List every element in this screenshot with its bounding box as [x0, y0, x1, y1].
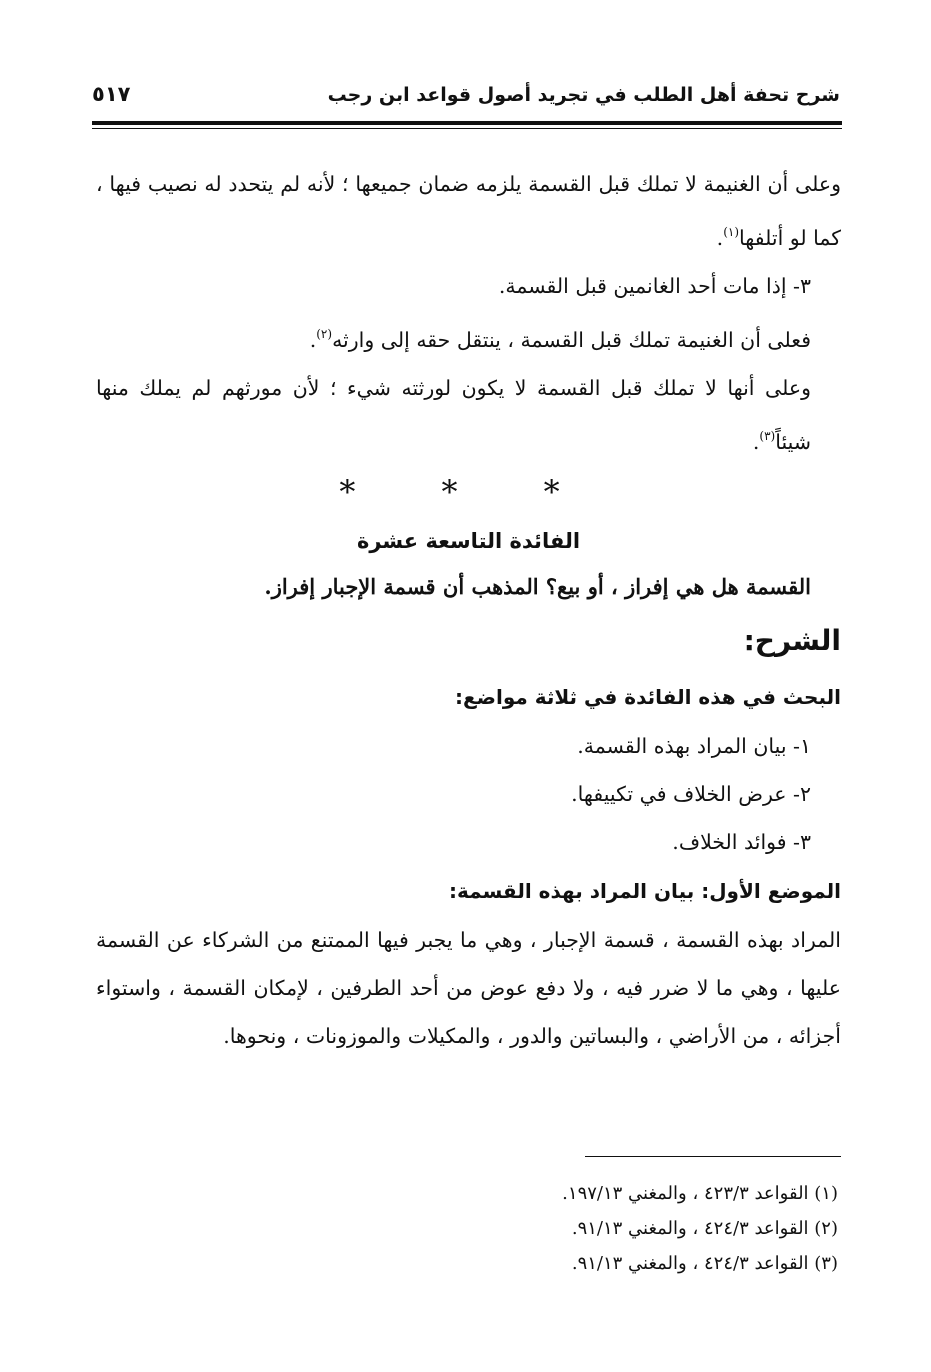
footnote-ref[interactable]: (٢): [316, 327, 333, 341]
section-title: الفائدة التاسعة عشرة: [356, 529, 581, 553]
page-number: ٥١٧: [92, 82, 131, 106]
footnote-separator: [585, 1156, 841, 1157]
paragraph-text: وعلى أن الغنيمة لا تملك قبل القسمة يلزمه ضمان جميعها ؛ لأنه لم يتحدد له نصيب فيها ، كما لو أتلفها: [96, 172, 841, 250]
paragraph-text: فعلى أن الغنيمة تملك قبل القسمة ، ينتقل حقه إلى وارثه: [332, 328, 811, 352]
paragraph-text: وعلى أنها لا تملك قبل القسمة لا يكون لورثته شيء ؛ لأن مورثهم لم يملك منها شيئاً: [96, 376, 811, 454]
footnote: (٣) القواعد ٤٢٤/٣ ، والمغني ٩١/١٣.: [571, 1253, 838, 1274]
footnotes: [96, 1176, 838, 1281]
main-text: [96, 160, 841, 1060]
footnote-ref[interactable]: (٣): [759, 429, 776, 443]
rule-statement: القسمة هل هي إفراز ، أو بيع؟ المذهب أن قسمة الإجبار إفراز.: [264, 574, 811, 599]
footnote: (١) القواعد ٤٢٣/٣ ، والمغني ١٩٧/١٣.: [562, 1183, 838, 1204]
sharh-heading: الشرح:: [743, 624, 841, 657]
list-item: ٣- فوائد الخلاف.: [672, 830, 811, 854]
list-item: ٢- عرض الخلاف في تكييفها.: [571, 782, 811, 806]
point-3: ٣- إذا مات أحد الغانمين قبل القسمة.: [498, 274, 811, 298]
page-header: [92, 80, 840, 116]
header-rule-thick: [92, 121, 842, 125]
section-separator-stars: * * *: [339, 473, 598, 511]
bahth-heading: البحث في هذه الفائدة في ثلاثة مواضع:: [454, 685, 841, 709]
paragraph: وعلى أن الغنيمة لا تملك قبل القسمة يلزمه ضمان جميعها ؛ لأنه لم يتحدد له نصيب فيها ، كما لو أتلفها$^{(١)}$.: [96, 172, 841, 250]
header-rule-thin: [92, 128, 842, 129]
book-title: شرح تحفة أهل الطلب في تجريد أصول قواعد ابن رجب: [327, 84, 840, 106]
paragraph: المراد بهذه القسمة ، قسمة الإجبار ، وهي ما يجبر فيها الممتنع من الشركاء عن القسمة عليها ، وهي ما لا ضرر فيه ، ولا دفع عوض من أحد الطرفين ، لإمكان القسمة ، واستواء أجزائه ، من الأراضي ، والبساتين والدور ، والمكيلات والموزونات ، ونحوها.: [96, 928, 841, 1048]
footnote-ref[interactable]: (١): [723, 225, 740, 239]
mawdi-heading: الموضع الأول: بيان المراد بهذه القسمة:: [449, 879, 841, 903]
paragraph: وعلى أنها لا تملك قبل القسمة لا يكون لورثته شيء ؛ لأن مورثهم لم يملك منها شيئاً$^{(٣)}$.: [96, 376, 811, 454]
paragraph: فعلى أن الغنيمة تملك قبل القسمة ، ينتقل حقه إلى وارثه$^{(٢)}$.: [309, 327, 811, 352]
list-item: ١- بيان المراد بهذه القسمة.: [577, 734, 811, 758]
footnote: (٢) القواعد ٤٢٤/٣ ، والمغني ٩١/١٣.: [571, 1218, 838, 1239]
